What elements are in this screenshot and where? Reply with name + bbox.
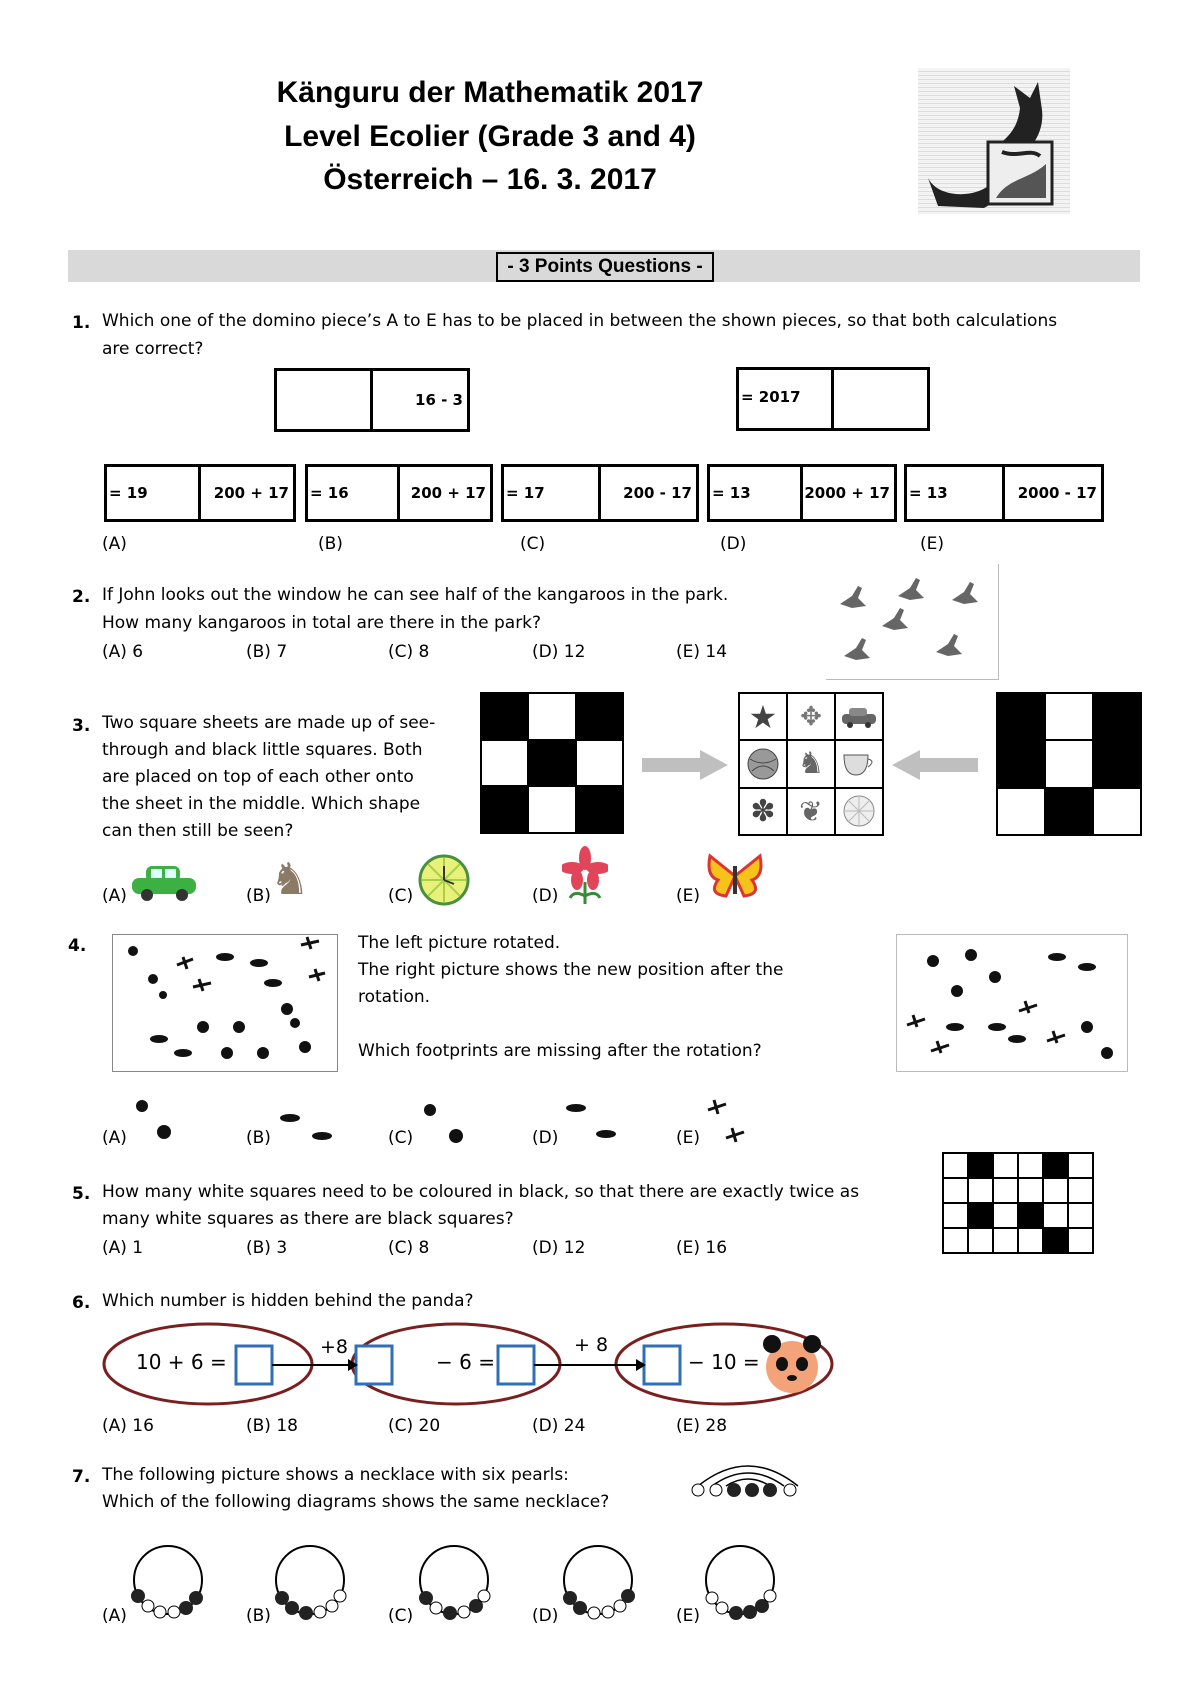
leaf-icon: ❦ [787, 788, 835, 835]
q7-option-a-label[interactable]: (A) [102, 1606, 127, 1626]
q7-text-line1: The following picture shows a necklace with six pearls: [102, 1465, 569, 1485]
q1-option-c-label[interactable]: (C) [520, 534, 546, 554]
q4-option-c-label[interactable]: (C) [388, 1128, 414, 1148]
q7-option-c-label[interactable]: (C) [388, 1606, 414, 1626]
q3-middle-sheet [738, 692, 884, 836]
q4-option-d-label[interactable]: (D) [532, 1128, 559, 1148]
q7-necklace-picture [690, 1456, 806, 1510]
q7-text-line2: Which of the following diagrams shows the same necklace? [102, 1492, 610, 1512]
q2-option-c[interactable]: (C) 8 [388, 642, 430, 662]
q3-text-line2: through and black little squares. Both [102, 740, 423, 760]
q1-option-d-label[interactable]: (D) [720, 534, 747, 554]
q1-right-domino-value: = 2017 [741, 388, 801, 406]
q1-right-domino [736, 367, 930, 431]
q3-text-line5: can then still be seen? [102, 821, 294, 841]
q7-option-e-necklace[interactable] [702, 1540, 782, 1628]
q4-option-a-footprints-icon[interactable] [132, 1096, 178, 1150]
butterfly-icon: ✥ [787, 693, 835, 740]
butterfly-option-icon[interactable] [706, 852, 764, 904]
horse-option-icon[interactable]: ♞ [270, 854, 310, 905]
arrow-right-icon [642, 750, 728, 784]
title-line-3: Österreich – 16. 3. 2017 [323, 163, 657, 196]
q1-option-d-left: = 13 [712, 484, 751, 502]
q1-option-b-domino[interactable] [305, 464, 493, 522]
q4-option-e-label[interactable]: (E) [676, 1128, 701, 1148]
red-flower-icon[interactable] [562, 846, 608, 910]
clock-icon [835, 788, 883, 835]
q7-option-d-necklace[interactable] [560, 1540, 640, 1628]
star-icon: ★ [739, 693, 787, 740]
q4-text-line3: rotation. [358, 987, 431, 1007]
q6-option-a[interactable]: (A) 16 [102, 1416, 154, 1436]
q1-text-line1: Which one of the domino piece’s A to E has to be placed in between the shown pieces, so that both calculations [102, 311, 1058, 331]
q1-option-c-right: 200 - 17 [598, 467, 697, 519]
q1-option-c-left: = 17 [506, 484, 545, 502]
q6-option-e[interactable]: (E) 28 [676, 1416, 728, 1436]
q3-option-a-label[interactable]: (A) [102, 886, 127, 906]
q6-option-d[interactable]: (D) 24 [532, 1416, 586, 1436]
q3-text-line3: are placed on top of each other onto [102, 767, 414, 787]
q6-expr1: 10 + 6 = [136, 1350, 227, 1374]
q2-kangaroo-picture [826, 564, 999, 680]
q7-option-c-necklace[interactable] [416, 1540, 496, 1628]
q6-step2: + 8 [574, 1334, 609, 1356]
q4-option-a-label[interactable]: (A) [102, 1128, 127, 1148]
q3-option-c-label[interactable]: (C) [388, 886, 414, 906]
q1-option-c-domino[interactable] [501, 464, 699, 522]
q1-number: 1. [72, 313, 91, 333]
q1-option-e-domino[interactable] [904, 464, 1104, 522]
q1-option-e-left: = 13 [909, 484, 948, 502]
q3-text-line1: Two square sheets are made up of see- [102, 713, 436, 733]
q2-text-line1: If John looks out the window he can see half of the kangaroos in the park. [102, 585, 729, 605]
q5-grid [942, 1152, 1094, 1254]
q6-expr3: − 10 = [688, 1350, 760, 1374]
q6-option-b[interactable]: (B) 18 [246, 1416, 298, 1436]
q4-number: 4. [68, 936, 87, 956]
q5-option-e[interactable]: (E) 16 [676, 1238, 728, 1258]
q6-text: Which number is hidden behind the panda? [102, 1291, 474, 1311]
section-label: - 3 Points Questions - [496, 252, 714, 282]
q1-option-e-right: 2000 - 17 [1002, 467, 1102, 519]
q3-right-sheet [996, 692, 1142, 836]
q6-expr2: − 6 = [436, 1350, 495, 1374]
q3-left-sheet [480, 692, 624, 834]
q5-option-c[interactable]: (C) 8 [388, 1238, 430, 1258]
q4-option-b-label[interactable]: (B) [246, 1128, 271, 1148]
q7-option-b-label[interactable]: (B) [246, 1606, 271, 1626]
cup-icon [835, 740, 883, 787]
title-line-2: Level Ecolier (Grade 3 and 4) [284, 120, 696, 153]
q1-option-e-label[interactable]: (E) [920, 534, 945, 554]
title-line-1: Känguru der Mathematik 2017 [276, 76, 704, 109]
kangaroo-logo [918, 68, 1070, 214]
q4-option-b-footprints-icon[interactable] [276, 1110, 336, 1148]
ball-icon [739, 740, 787, 787]
q3-text-line4: the sheet in the middle. Which shape [102, 794, 421, 814]
q3-option-b-label[interactable]: (B) [246, 886, 271, 906]
q5-text-line1: How many white squares need to be coloured in black, so that there are exactly twice as [102, 1182, 860, 1202]
q1-option-d-domino[interactable] [707, 464, 897, 522]
q4-option-d-footprints-icon[interactable] [562, 1098, 622, 1148]
q5-number: 5. [72, 1184, 91, 1204]
q1-option-a-label[interactable]: (A) [102, 534, 127, 554]
q2-option-a[interactable]: (A) 6 [102, 642, 144, 662]
kangaroo-icon [918, 68, 1070, 214]
q5-option-a[interactable]: (A) 1 [102, 1238, 144, 1258]
arrow-left-icon [892, 750, 978, 784]
q1-text-line2: are correct? [102, 339, 204, 359]
footprints-icon [113, 935, 337, 1071]
q7-option-d-label[interactable]: (D) [532, 1606, 559, 1626]
q3-option-d-label[interactable]: (D) [532, 886, 559, 906]
q1-option-b-label[interactable]: (B) [318, 534, 343, 554]
q5-option-b[interactable]: (B) 3 [246, 1238, 288, 1258]
q1-option-a-domino[interactable] [104, 464, 296, 522]
q2-option-d[interactable]: (D) 12 [532, 642, 586, 662]
q4-text-line2: The right picture shows the new position after the [358, 960, 784, 980]
q4-text-line1: The left picture rotated. [358, 933, 561, 953]
q2-option-b[interactable]: (B) 7 [246, 642, 288, 662]
q1-option-b-right: 200 + 17 [397, 467, 491, 519]
q6-step1: +8 [320, 1336, 349, 1358]
q5-option-d[interactable]: (D) 12 [532, 1238, 586, 1258]
q3-option-e-label[interactable]: (E) [676, 886, 701, 906]
q1-option-d-right: 2000 + 17 [800, 467, 895, 519]
rotated-footprints-icon [897, 935, 1127, 1071]
q7-option-a-necklace[interactable] [130, 1540, 210, 1628]
q6-option-c[interactable]: (C) 20 [388, 1416, 441, 1436]
flower-icon: ✽ [739, 788, 787, 835]
q1-left-domino-value: 16 - 3 [370, 371, 468, 429]
q1-option-a-right: 200 + 17 [198, 467, 294, 519]
q4-right-picture [896, 934, 1128, 1072]
q4-option-e-footprints-icon[interactable] [704, 1098, 754, 1152]
q1-left-domino [274, 368, 470, 432]
q1-option-b-left: = 16 [310, 484, 349, 502]
q2-number: 2. [72, 587, 91, 607]
q5-text-line2: many white squares as there are black squares? [102, 1209, 514, 1229]
q1-option-a-left: = 19 [109, 484, 148, 502]
q7-option-b-necklace[interactable] [272, 1540, 352, 1628]
q2-option-e[interactable]: (E) 14 [676, 642, 728, 662]
green-car-icon[interactable] [130, 862, 200, 906]
q4-option-c-footprints-icon[interactable] [416, 1100, 466, 1150]
q2-text-line2: How many kangaroos in total are there in the park? [102, 613, 542, 633]
q3-number: 3. [72, 716, 91, 736]
q7-number: 7. [72, 1467, 91, 1487]
q4-left-picture [112, 934, 338, 1072]
q7-option-e-label[interactable]: (E) [676, 1606, 701, 1626]
kangaroos-icon [826, 564, 998, 679]
car-icon [835, 693, 883, 740]
horse-icon: ♞ [787, 740, 835, 787]
q4-text-line4: Which footprints are missing after the rotation? [358, 1041, 762, 1061]
yellow-clock-icon[interactable] [418, 854, 470, 910]
q6-number: 6. [72, 1293, 91, 1313]
